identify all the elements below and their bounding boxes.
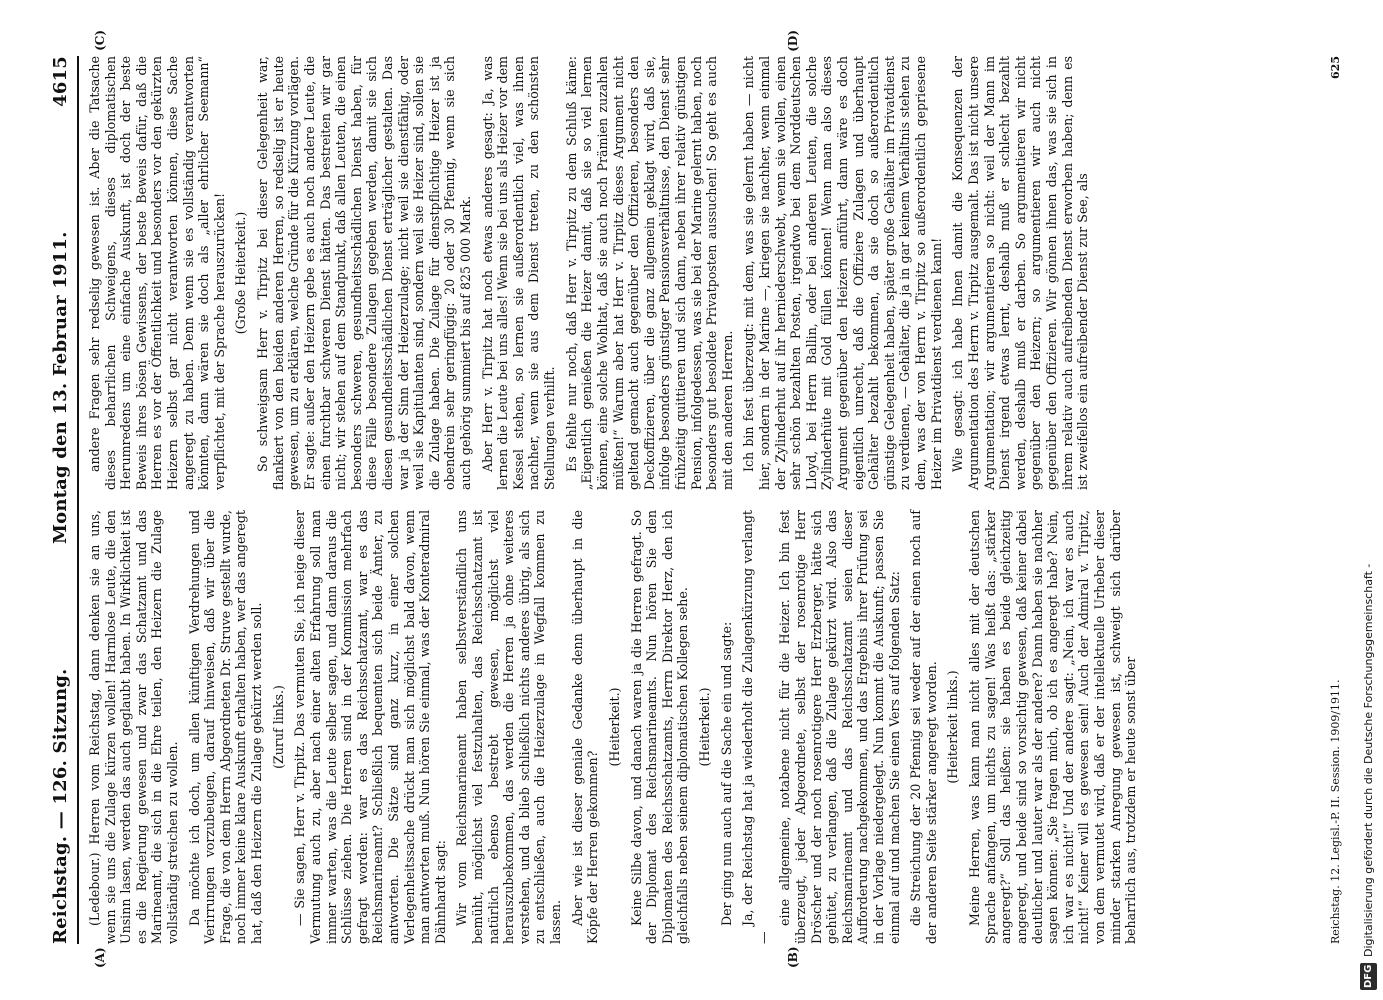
paragraph: eine allgemeine, notabene nicht für die Heizer. Ich bin fest überzeugt, jeder Abgeordnete, selbst der rosenrotige Herr Dröscher und der noch rosenrotigere Herr Erzberger, hätte sich gehütet, zu verlangen, daß die Zulage gekürzt wird. Also das Reichsmarineamt und das Reichsschatzamt seien dieser Aufforderung nachgekommen, und das Ergebnis ihrer Prüfung sei in der Vorlage niedergelegt. Nun kommt die Auskunft; passen Sie einmal auf und machen Sie einen Vers auf folgenden Satz: [776, 510, 902, 944]
paragraph: Ich bin fest überzeugt: mit dem, was sie gelernt haben — nicht hier, sondern in der Marine —, kriegen sie nachher, wenn einmal der Zylinderhut auf ihr herniederschwebt, wenn sie wollen, einen sehr schön bezahlten Posten, irgendwo bei dem Norddeutschen Lloyd, bei Herrn Ballin, oder bei anderen Leuten, die solche Zylinderhüte mit Gold füllen können! Wenn man also dieses Argument gegenüber den Heizern anführt, dann wäre es doch eigentlich unrecht, daß die Offiziere Zulagen und überhaupt Gehälter bezahlt bekommen, da sie doch so außerordentlich günstige Gelegenheit haben, später große Gehälter im Privatdienst zu verdienen, — Gehälter, die ja in gar keinem Verhältnis stehen zu dem, was der von Herrn v. Tirpitz so außerordentlich gepriesene Heizer im Privatdienst verdienen kann! [740, 56, 944, 490]
document-page [32, 20, 1352, 980]
paragraph: Es fehlte nur noch, daß Herr v. Tirpitz zu dem Schluß käme: „Eigentlich genießen die Heizer damit, daß sie so viel lernen können, eine solche Wohltat, daß sie auch noch Prämien zuzahlen müßten!“ Warum aber hat Herr v. Tirpitz dieses Argument nicht geltend gemacht auch gegenüber den Offizieren, besonders den Deckoffizieren, über die ganz allgemein geklagt wird, daß sie, infolge besonders günstiger Pensionsverhältnisse, den Dienst sehr frühzeitig quittieren und sich dann, neben ihrer relativ günstigen Pension, infolgedessen, was sie bei der Marine gelernt haben, noch besonders gut besoldete Privatposten aussuchen! So geht es auch mit den anderen Herren. [563, 56, 735, 490]
paragraph: Aber wie ist dieser geniale Gedanke denn überhaupt in die Köpfe der Herren gekommen? [569, 510, 600, 944]
right-column [86, 30, 1293, 490]
paragraph: Wie gesagt: ich habe Ihnen damit die Konsequenzen der Argumentation des Herrn v. Tirpitz ausgemalt. Das ist nicht unsere Argumentation; wir argumentieren so nicht: weil der Mann im Dienst irgend etwas lernt, deshalb muß er schlecht bezahlt werden, deshalb muß er darben. So argumentieren wir nicht gegenüber den Heizern; so argumentieren wir auch nicht gegenüber den Offizieren. Wir gönnen ihnen das, was sie sich in ihrem relativ auch aufreibenden Dienst erworben haben; denn es ist zweifellos ein aufreibender Dienst zur See, als [949, 56, 1090, 490]
footer-session: Reichstag. 12. Legisl.-P. II. Session. 1909/1911. [1328, 679, 1342, 944]
quote: Wir vom Reichsmarineamt haben selbstverständlich uns bemüht, möglichst viel festzuhalten, das Reichsschatzamt ist natürlich ebenso bestrebt gewesen, möglichst viel herauszubekommen, das werden die Herren ja ohne weiteres verstehen, und da blieb schließlich nichts anderes übrig, als sich zu entschließen, auch die Heizerzulage in Wegfall kommen zu lassen. [453, 510, 563, 944]
interjection: (Heiterkeit links.) [944, 670, 960, 784]
marker-c: (C) [92, 30, 107, 51]
page-header [50, 56, 79, 944]
page-number: 4615 [49, 56, 71, 107]
paragraph: — Sie sagen, Herr v. Tirpitz. Das vermuten Sie, ich neige dieser Vermutung auch zu, aber nach einer alten Erfahrung soll man immer warten, was die Leute selber sagen, und dann daraus die Schlüsse ziehen. Die Herren sind in der Kommission mehrfach gefragt worden: war es das Reichsschatzamt, war es das Reichsmarineamt? Schließlich bequemten sich beide Ämter, zu antworten. Die Sätze sind ganz kurz, in einer solchen Verlegenheitssache drückt man sich möglichst bald davon, wenn man antworten muß. Nun hören Sie einmal, was der Konteradmiral Dähnhardt sagt: [291, 510, 448, 944]
marker-d: (D) [785, 30, 800, 52]
paragraph: andere Fragen sehr redselig gewesen ist. Aber die Tatsache dieses beharrlichen Schweigens, dieses diplomatischen Herumredens um eine einfache Auskunft, ist doch der beste Beweis ihres bösen Gewissens, der beste Beweis dafür, daß die Herren es vor der Öffentlichkeit und besonders vor den gekürzten Heizern selbst gar nicht verantworten können, diese Sache angeregt zu haben. Denn wenn sie es vollständig verantworten könnten, dann wären sie doch als „aller ehrlicher Seemann“ verpflichtet, mit der Sprache herauszurücken! [86, 56, 227, 490]
quote: die Streichung der 20 Pfennig sei weder auf der einen noch auf der anderen Seite stärker angeregt worden. [907, 510, 939, 944]
dfg-logo-icon: DFG [1360, 963, 1377, 990]
credit-text: Digitalisierung gefördert durch die Deutsche Forschungsgemeinschaft - [1362, 563, 1375, 957]
interjection: (Heiterkeit.) [696, 687, 712, 767]
marker-b: (B) [785, 946, 800, 968]
interjection: (Zuruf links.) [270, 685, 286, 769]
quote: Aber Herr v. Tirpitz hat noch etwas anderes gesagt: Ja, was lernen die Leute bei uns alles! Wenn sie bei uns als Heizer vor dem Kessel stehen, so lernen sie außerordentlich viel, was ihnen nachher, wenn sie aus dem Dienst treten, zu den schönsten Stellungen verhilft. [479, 56, 557, 490]
page-footer [1329, 56, 1342, 944]
paragraph: Meine Herren, was kann man nicht alles mit der deutschen Sprache anfangen, um nichts zu sagen! Was heißt das: „stärker angeregt?“ Soll das heißen: sie haben es beide gleichzeitig angeregt, und beide sind so vorsichtig gewesen, daß keiner dabei deutlicher und lauter war als der andere? Dann haben sie nachher sagen können: „Sie fragen mich, ob ich es angeregt habe? Nein, ich war es nicht!“ Und der andere sagt: „Nein, ich war es auch nicht!“ Keiner will es gewesen sein! Auch der Admiral v. Tirpitz, von dem vermutet wird, daß er der intellektuelle Urheber dieser minder starken Anregung gewesen ist, schweigt sich darüber beharrlich aus, trotzdem er heute sonst über [966, 510, 1138, 944]
header-left: Reichstag. — 126. Sitzung. [49, 668, 71, 944]
paragraph: So schweigsam Herr v. Tirpitz bei dieser Gelegenheit war, flankiert von den beiden anderen Herren, so redselig ist er heute gewesen, um zu erklären, welche Gründe für die Kürzung vorlägen. Er sagte: außer den Heizern gebe es auch noch andere Leute, die einen furchtbar schweren Dienst hätten. Das bestreiten wir gar nicht; wir stehen auf dem Standpunkt, daß allen Leuten, die einen besonders schweren, gesundheitsschädlichen Dienst haben, für diese Fälle besondere Zulagen gegeben werden, damit sie sich diesen gesundheitsschädlichen Dienst erträglicher gestalten. Das war ja der Sinn der Heizerzulage; nicht weil sie dienstfähig, oder weil sie Kapitulanten sind, sondern weil sie Heizer sind, sollen sie die Zulage haben. Die Zulage für dienstpflichtige Heizer ist ja obendrein sehr geringfügig: 20 oder 30 Pfennig, wenn sie sich auch gehörig summiert bis auf 825 000 Mark. [254, 56, 473, 490]
interjection: (Heiterkeit.) [606, 687, 622, 767]
quote: Ja, der Reichstag hat ja wiederholt die Zulagenkürzung verlangt — [739, 510, 771, 944]
footer-sheet-number: 625 [1328, 56, 1342, 79]
left-column [86, 510, 1293, 968]
digitization-credit [1360, 10, 1377, 990]
paragraph: Da möchte ich doch, um allen künftigen Verdrehungen und Verirrungen vorzubeugen, darauf hinweisen, daß wir über die Frage, die von dem Herrn Abgeordneten Dr. Struve gestellt wurde, noch immer keine klare Auskunft erhalten haben, wer das angeregt hat, daß den Heizern die Zulage gekürzt werden soll. [186, 510, 264, 944]
header-date: Montag den 13. Februar 1911. [49, 231, 71, 545]
text-columns [86, 30, 1293, 968]
paragraph: Der ging nun auch auf die Sache ein und sagte: [718, 621, 734, 926]
interjection: (Große Heiterkeit.) [232, 211, 248, 335]
paragraph: (Ledebour.) Herren vom Reichstag, dann denken sie an uns, wenn sie uns die Zulage kürzen wollen! Harmlose Leute, die den Unsinn lasen, werden das auch geglaubt haben. In Wirklichkeit ist es die Regierung gewesen und zwar das Schatzamt und das Marineamt, die sich in die Ehre teilen, den Heizern die Zulage vollständig streichen zu wollen. [86, 510, 180, 944]
marker-a: (A) [92, 947, 107, 968]
paragraph: Keine Silbe davon, und danach waren ja die Herren gefragt. So der Diplomat des Reichsmarineamts. Nun hören Sie den Diplomaten des Reichsschatzamts, Herrn Direktor Herz, den ich gleichfalls neben seinem diplomatischen Kollegen sehe. [628, 510, 690, 944]
